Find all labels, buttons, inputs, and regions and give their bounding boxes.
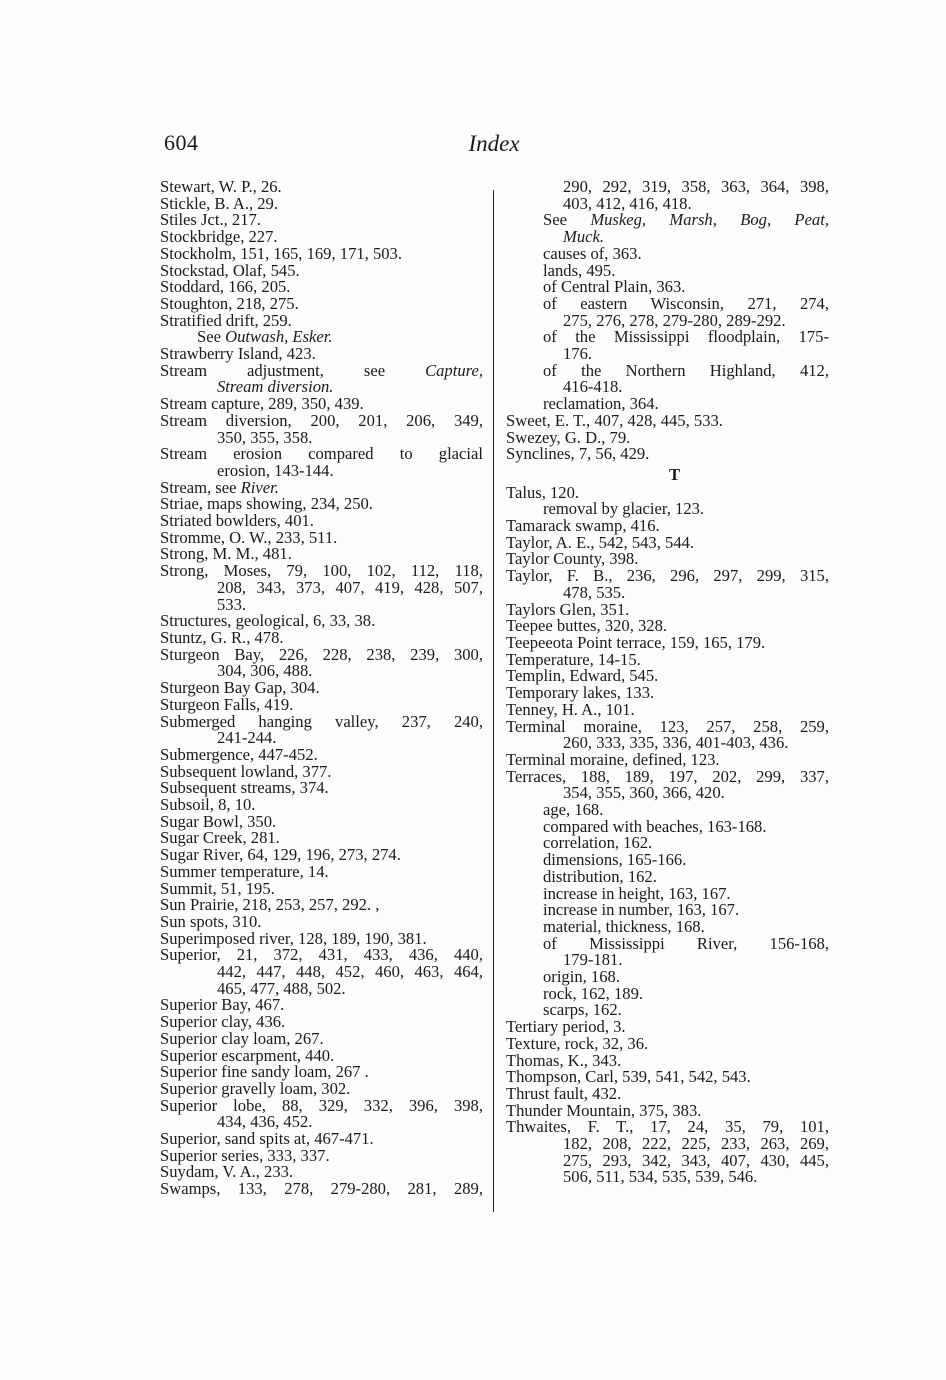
entry-text: 465, 477, 488, 502. <box>217 978 346 998</box>
entry-text: See <box>543 210 567 230</box>
entry-text: Superior series, 333, 337. <box>160 1145 330 1165</box>
entry-text: material, thickness, 168. <box>543 916 705 936</box>
entry-text: Sugar Creek, 281. <box>160 828 280 848</box>
entry-text: 403, 412, 416, 418. <box>563 193 692 213</box>
column-divider <box>493 190 494 1212</box>
entry-text: Submergence, 447-452. <box>160 744 318 764</box>
entry-text: 176. <box>563 344 593 364</box>
cross-reference-italic: Muskeg, Marsh, Bog, Peat, <box>590 210 829 230</box>
entry-text: Subsequent streams, 374. <box>160 778 329 798</box>
entry-text: Superior lobe, 88, 329, 332, 396, 398, <box>160 1095 483 1115</box>
entry-text: origin, 168. <box>543 967 620 987</box>
entry-text: Superior clay, 436. <box>160 1012 286 1032</box>
entry-text: Thomas, K., 343. <box>506 1050 622 1070</box>
entry-text: Superior escarpment, 440. <box>160 1045 335 1065</box>
entry-text: Sun spots, 310. <box>160 911 262 931</box>
entry-text: Temperature, 14-15. <box>506 649 641 669</box>
entry-text: Thompson, Carl, 539, 541, 542, 543. <box>506 1067 751 1087</box>
entry-text: Stiles Jct., 217. <box>160 210 261 230</box>
entry-text: Striae, maps showing, 234, 250. <box>160 494 373 514</box>
entry-text: Tenney, H. A., 101. <box>506 699 635 719</box>
entry-text: 179-181. <box>563 950 623 970</box>
section-letter-heading <box>506 464 829 484</box>
entry-text: Stuntz, G. R., 478. <box>160 627 284 647</box>
index-column-right <box>506 179 829 1186</box>
entry-text: Stream capture, 289, 350, 439. <box>160 394 364 414</box>
entry-text: Thrust fault, 432. <box>506 1083 622 1103</box>
entry-text: 506, 511, 534, 535, 539, 546. <box>563 1167 758 1187</box>
index-entry-line <box>160 644 483 664</box>
cross-reference-italic: River. <box>240 477 279 497</box>
entry-text: Terraces, 188, 189, 197, 202, 299, 337, <box>506 766 829 786</box>
entry-text: Stoughton, 218, 275. <box>160 293 299 313</box>
entry-text: 275, 293, 342, 343, 407, 430, 445, <box>563 1150 829 1170</box>
entry-text: Terminal moraine, defined, 123. <box>506 749 720 769</box>
entry-text: compared with beaches, 163-168. <box>543 816 767 836</box>
cross-reference-italic: Outwash, Esker. <box>225 327 333 347</box>
entry-text: Subsequent lowland, 377. <box>160 761 332 781</box>
entry-text: causes of, 363. <box>543 243 642 263</box>
entry-text: Superimposed river, 128, 189, 190, 381. <box>160 928 427 948</box>
entry-text: reclamation, 364. <box>543 394 659 414</box>
entry-text: Superior clay loam, 267. <box>160 1028 324 1048</box>
entry-text: of the Northern Highland, 412, <box>543 360 829 380</box>
entry-text: Taylor, F. B., 236, 296, 297, 299, 315, <box>506 566 829 586</box>
entry-text: 290, 292, 319, 358, 363, 364, 398, <box>563 177 829 196</box>
entry-text: Tamarack swamp, 416. <box>506 516 660 536</box>
cross-reference-italic: Stream diversion. <box>217 377 334 397</box>
entry-text: Stratified drift, 259. <box>160 310 292 330</box>
entry-text: Teepee buttes, 320, 328. <box>506 616 668 636</box>
entry-text: Sturgeon Bay, 226, 228, 238, 239, 300, <box>160 644 483 664</box>
entry-text: Sweet, E. T., 407, 428, 445, 533. <box>506 410 723 430</box>
entry-text: T <box>668 464 681 484</box>
cross-reference-italic: Capture, <box>425 360 483 380</box>
entry-text: 533. <box>217 594 247 614</box>
entry-text: lands, 495. <box>543 260 616 280</box>
entry-text: erosion, 143-144. <box>217 460 334 480</box>
entry-text: 241-244. <box>217 728 277 748</box>
entry-text: Teepeeota Point terrace, 159, 165, 179. <box>506 632 766 652</box>
page-title: Index <box>468 131 520 156</box>
entry-text: Terminal moraine, 123, 257, 258, 259, <box>506 716 829 736</box>
entry-text: of Mississippi River, 156-168, <box>543 933 829 953</box>
entry-text: age, 168. <box>543 800 604 820</box>
entry-text: Suydam, V. A., 233. <box>160 1162 294 1182</box>
entry-text: Thunder Mountain, 375, 383. <box>506 1100 702 1120</box>
index-entry-line <box>217 577 483 597</box>
entry-text: Texture, rock, 32, 36. <box>506 1033 649 1053</box>
entry-text: 275, 276, 278, 279-280, 289-292. <box>563 310 786 330</box>
entry-text: increase in height, 163, 167. <box>543 883 731 903</box>
entry-text: Stockstad, Olaf, 545. <box>160 260 300 280</box>
index-entry-line <box>160 1095 483 1115</box>
entry-text: Stockholm, 151, 165, 169, 171, 503. <box>160 243 402 263</box>
entry-text: Stream erosion compared to glacial <box>160 444 483 464</box>
entry-text: 416-418. <box>563 377 623 397</box>
entry-text: Taylor County, 398. <box>506 549 639 569</box>
entry-text: Superior Bay, 467. <box>160 995 285 1015</box>
entry-text: 350, 355, 358. <box>217 427 313 447</box>
entry-text: Structures, geological, 6, 33, 38. <box>160 611 376 631</box>
index-entry-line <box>160 1181 483 1198</box>
entry-text: Swezey, G. D., 79. <box>506 427 631 447</box>
entry-text: 304, 306, 488. <box>217 661 313 681</box>
entry-text: Temporary lakes, 133. <box>506 683 655 703</box>
entry-text: Synclines, 7, 56, 429. <box>506 444 650 464</box>
entry-text: dimensions, 165-166. <box>543 850 687 870</box>
entry-text: Stoddard, 166, 205. <box>160 277 291 297</box>
entry-text: correlation, 162. <box>543 833 653 853</box>
entry-text: 434, 436, 452. <box>217 1112 313 1132</box>
entry-text: 260, 333, 335, 336, 401-403, 436. <box>563 733 789 753</box>
entry-text: increase in number, 163, 167. <box>543 900 740 920</box>
entry-text: Stewart, W. P., 26. <box>160 177 282 196</box>
page-number: 604 <box>164 130 199 155</box>
entry-text: Strawberry Island, 423. <box>160 344 316 364</box>
entry-text: Stickle, B. A., 29. <box>160 193 279 213</box>
entry-text: Sugar River, 64, 129, 196, 273, 274. <box>160 845 401 865</box>
entry-text: removal by glacier, 123. <box>543 499 705 519</box>
entry-text: Superior, 21, 372, 431, 433, 436, 440, <box>160 945 483 965</box>
entry-text: distribution, 162. <box>543 866 657 886</box>
entry-text: Sugar Bowl, 350. <box>160 811 277 831</box>
entry-text: Stockbridge, 227. <box>160 227 278 247</box>
entry-text: Templin, Edward, 545. <box>506 666 659 686</box>
index-entry-line <box>563 1169 829 1186</box>
entry-text: Sturgeon Bay Gap, 304. <box>160 678 320 698</box>
entry-text: 182, 208, 222, 225, 233, 263, 269, <box>563 1134 829 1154</box>
entry-text: rock, 162, 189. <box>543 983 644 1003</box>
index-column-left <box>160 179 483 1198</box>
entry-text: Tertiary period, 3. <box>506 1017 626 1037</box>
entry-text: Superior gravelly loam, 302. <box>160 1078 351 1098</box>
entry-text: Stream, see <box>160 477 237 497</box>
entry-text: See <box>197 327 221 347</box>
entry-text: Superior, sand spits at, 467-471. <box>160 1129 374 1149</box>
entry-text: Thwaites, F. T., 17, 24, 35, 79, 101, <box>506 1117 829 1137</box>
entry-text: Sturgeon Falls, 419. <box>160 694 294 714</box>
entry-text: Stream diversion, 200, 201, 206, 349, <box>160 410 483 430</box>
entry-text: of eastern Wisconsin, 271, 274, <box>543 293 829 313</box>
entry-text: Taylor, A. E., 542, 543, 544. <box>506 532 695 552</box>
entry-text: of the Mississippi floodplain, 175- <box>543 327 829 347</box>
entry-text: Submerged hanging valley, 237, 240, <box>160 711 483 731</box>
entry-text: Swamps, 133, 278, 279-280, 281, 289, <box>160 1179 483 1199</box>
index-entry-line <box>506 446 829 463</box>
index-entry-line <box>506 568 829 585</box>
entry-text: Striated bowlders, 401. <box>160 511 314 531</box>
cross-reference-italic: Muck. <box>563 227 604 247</box>
entry-text: 442, 447, 448, 452, 460, 463, 464, <box>217 962 483 982</box>
entry-text: Sun Prairie, 218, 253, 257, 292. , <box>160 895 380 915</box>
entry-text: of Central Plain, 363. <box>543 277 686 297</box>
entry-text: 478, 535. <box>563 582 626 602</box>
entry-text: 208, 343, 373, 407, 419, 428, 507, <box>217 577 483 597</box>
entry-text: Strong, Moses, 79, 100, 102, 112, 118, <box>160 561 483 581</box>
entry-text: Taylors Glen, 351. <box>506 599 630 619</box>
entry-text: Superior fine sandy loam, 267 . <box>160 1062 369 1082</box>
entry-text: scarps, 162. <box>543 1000 622 1020</box>
entry-text: Summer temperature, 14. <box>160 861 329 881</box>
index-entry-line <box>160 410 483 430</box>
entry-text: Talus, 120. <box>506 482 580 502</box>
entry-text: Stromme, O. W., 233, 511. <box>160 527 338 547</box>
index-entry-line <box>160 711 483 731</box>
entry-text: 354, 355, 360, 366, 420. <box>563 783 725 803</box>
entry-text: Stream adjustment, see <box>160 360 386 380</box>
entry-text: Summit, 51, 195. <box>160 878 275 898</box>
entry-text: Strong, M. M., 481. <box>160 544 292 564</box>
entry-text: Subsoil, 8, 10. <box>160 795 256 815</box>
